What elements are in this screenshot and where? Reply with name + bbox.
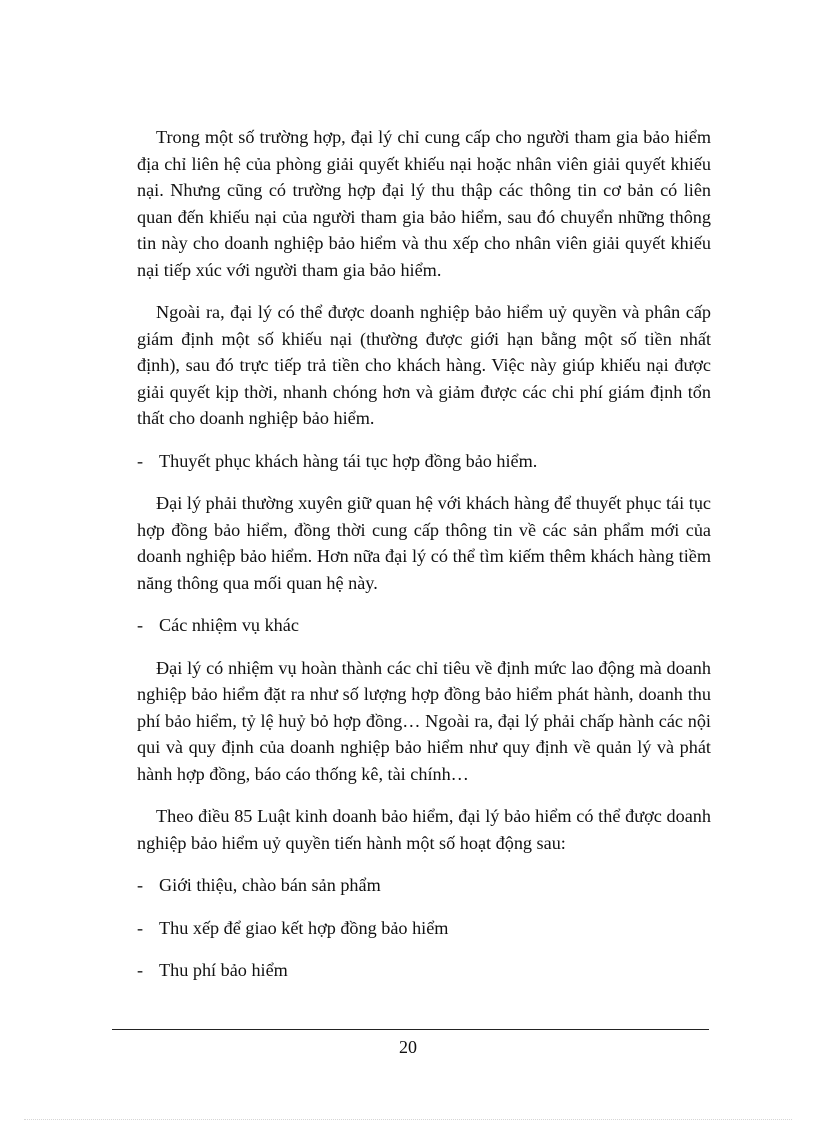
bullet-dash: - bbox=[137, 875, 144, 895]
bullet-renewal-text: Thuyết phục khách hàng tái tục hợp đồng bảo hiểm. bbox=[159, 450, 538, 471]
list-item bbox=[137, 872, 711, 899]
paragraph-article-85: Theo điều 85 Luật kinh doanh bảo hiểm, đại lý bảo hiểm có thể được doanh nghiệp bảo hiểm uỷ quyền tiến hành một số hoạt động sau: bbox=[137, 806, 711, 853]
bullet-other-duties bbox=[137, 612, 711, 639]
paragraph-renewal-detail: Đại lý phải thường xuyên giữ quan hệ với khách hàng để thuyết phục tái tục hợp đồng bảo hiểm, đồng thời cung cấp thông tin về các sản phẩm mới của doanh nghiệp bảo hiểm. Hơn nữa đại lý có thể tìm kiếm thêm khách hàng tiềm năng thông qua mối quan hệ này. bbox=[137, 493, 711, 593]
page-number: 20 bbox=[399, 1037, 417, 1057]
paragraph-duties-detail: Đại lý có nhiệm vụ hoàn thành các chỉ tiêu về định mức lao động mà doanh nghiệp bảo hiểm đặt ra như số lượng hợp đồng bảo hiểm phát hành, doanh thu phí bảo hiểm, tỷ lệ huỷ bỏ hợp đồng… Ngoài ra, đại lý phải chấp hành các nội qui và quy định của doanh nghiệp bảo hiểm như quy định về quản lý và phát hành hợp đồng, báo cáo thống kê, tài chính… bbox=[137, 657, 711, 784]
bullet-dash: - bbox=[137, 960, 144, 980]
bullet-other-duties-text: Các nhiệm vụ khác bbox=[159, 615, 299, 635]
list-item-text: Thu phí bảo hiểm bbox=[159, 960, 288, 980]
footer-divider bbox=[112, 1029, 709, 1030]
list-item-text: Giới thiệu, chào bán sản phẩm bbox=[159, 875, 381, 895]
page-body bbox=[137, 124, 711, 1000]
paragraph-complaint-info: Trong một số trường hợp, đại lý chỉ cung cấp cho người tham gia bảo hiểm địa chỉ liên hệ của phòng giải quyết khiếu nại hoặc nhân viên giải quyết khiếu nại. Nhưng cũng có trường hợp đại lý thu thập các thông tin cơ bản có liên quan đến khiếu nại của người tham gia bảo hiểm, sau đó chuyển những thông tin này cho doanh nghiệp bảo hiểm và thu xếp cho nhân viên giải quyết khiếu nại tiếp xúc với người tham gia bảo hiểm. bbox=[137, 127, 711, 280]
bullet-dash: - bbox=[137, 917, 144, 938]
list-item-text: Thu xếp để giao kết hợp đồng bảo hiểm bbox=[159, 917, 449, 938]
list-item bbox=[137, 957, 711, 984]
page-bottom-edge bbox=[24, 1119, 792, 1120]
bullet-dash: - bbox=[137, 450, 144, 471]
list-item bbox=[137, 915, 711, 942]
bullet-renewal bbox=[137, 448, 711, 475]
paragraph-authorized-assessment: Ngoài ra, đại lý có thể được doanh nghiệp bảo hiểm uỷ quyền và phân cấp giám định một số khiếu nại (thường được giới hạn bằng một số tiền nhất định), sau đó trực tiếp trả tiền cho khách hàng. Việc này giúp khiếu nại được giải quyết kịp thời, nhanh chóng hơn và giảm được các chi phí giám định tổn thất cho doanh nghiệp bảo hiểm. bbox=[137, 302, 711, 428]
bullet-dash: - bbox=[137, 615, 144, 635]
